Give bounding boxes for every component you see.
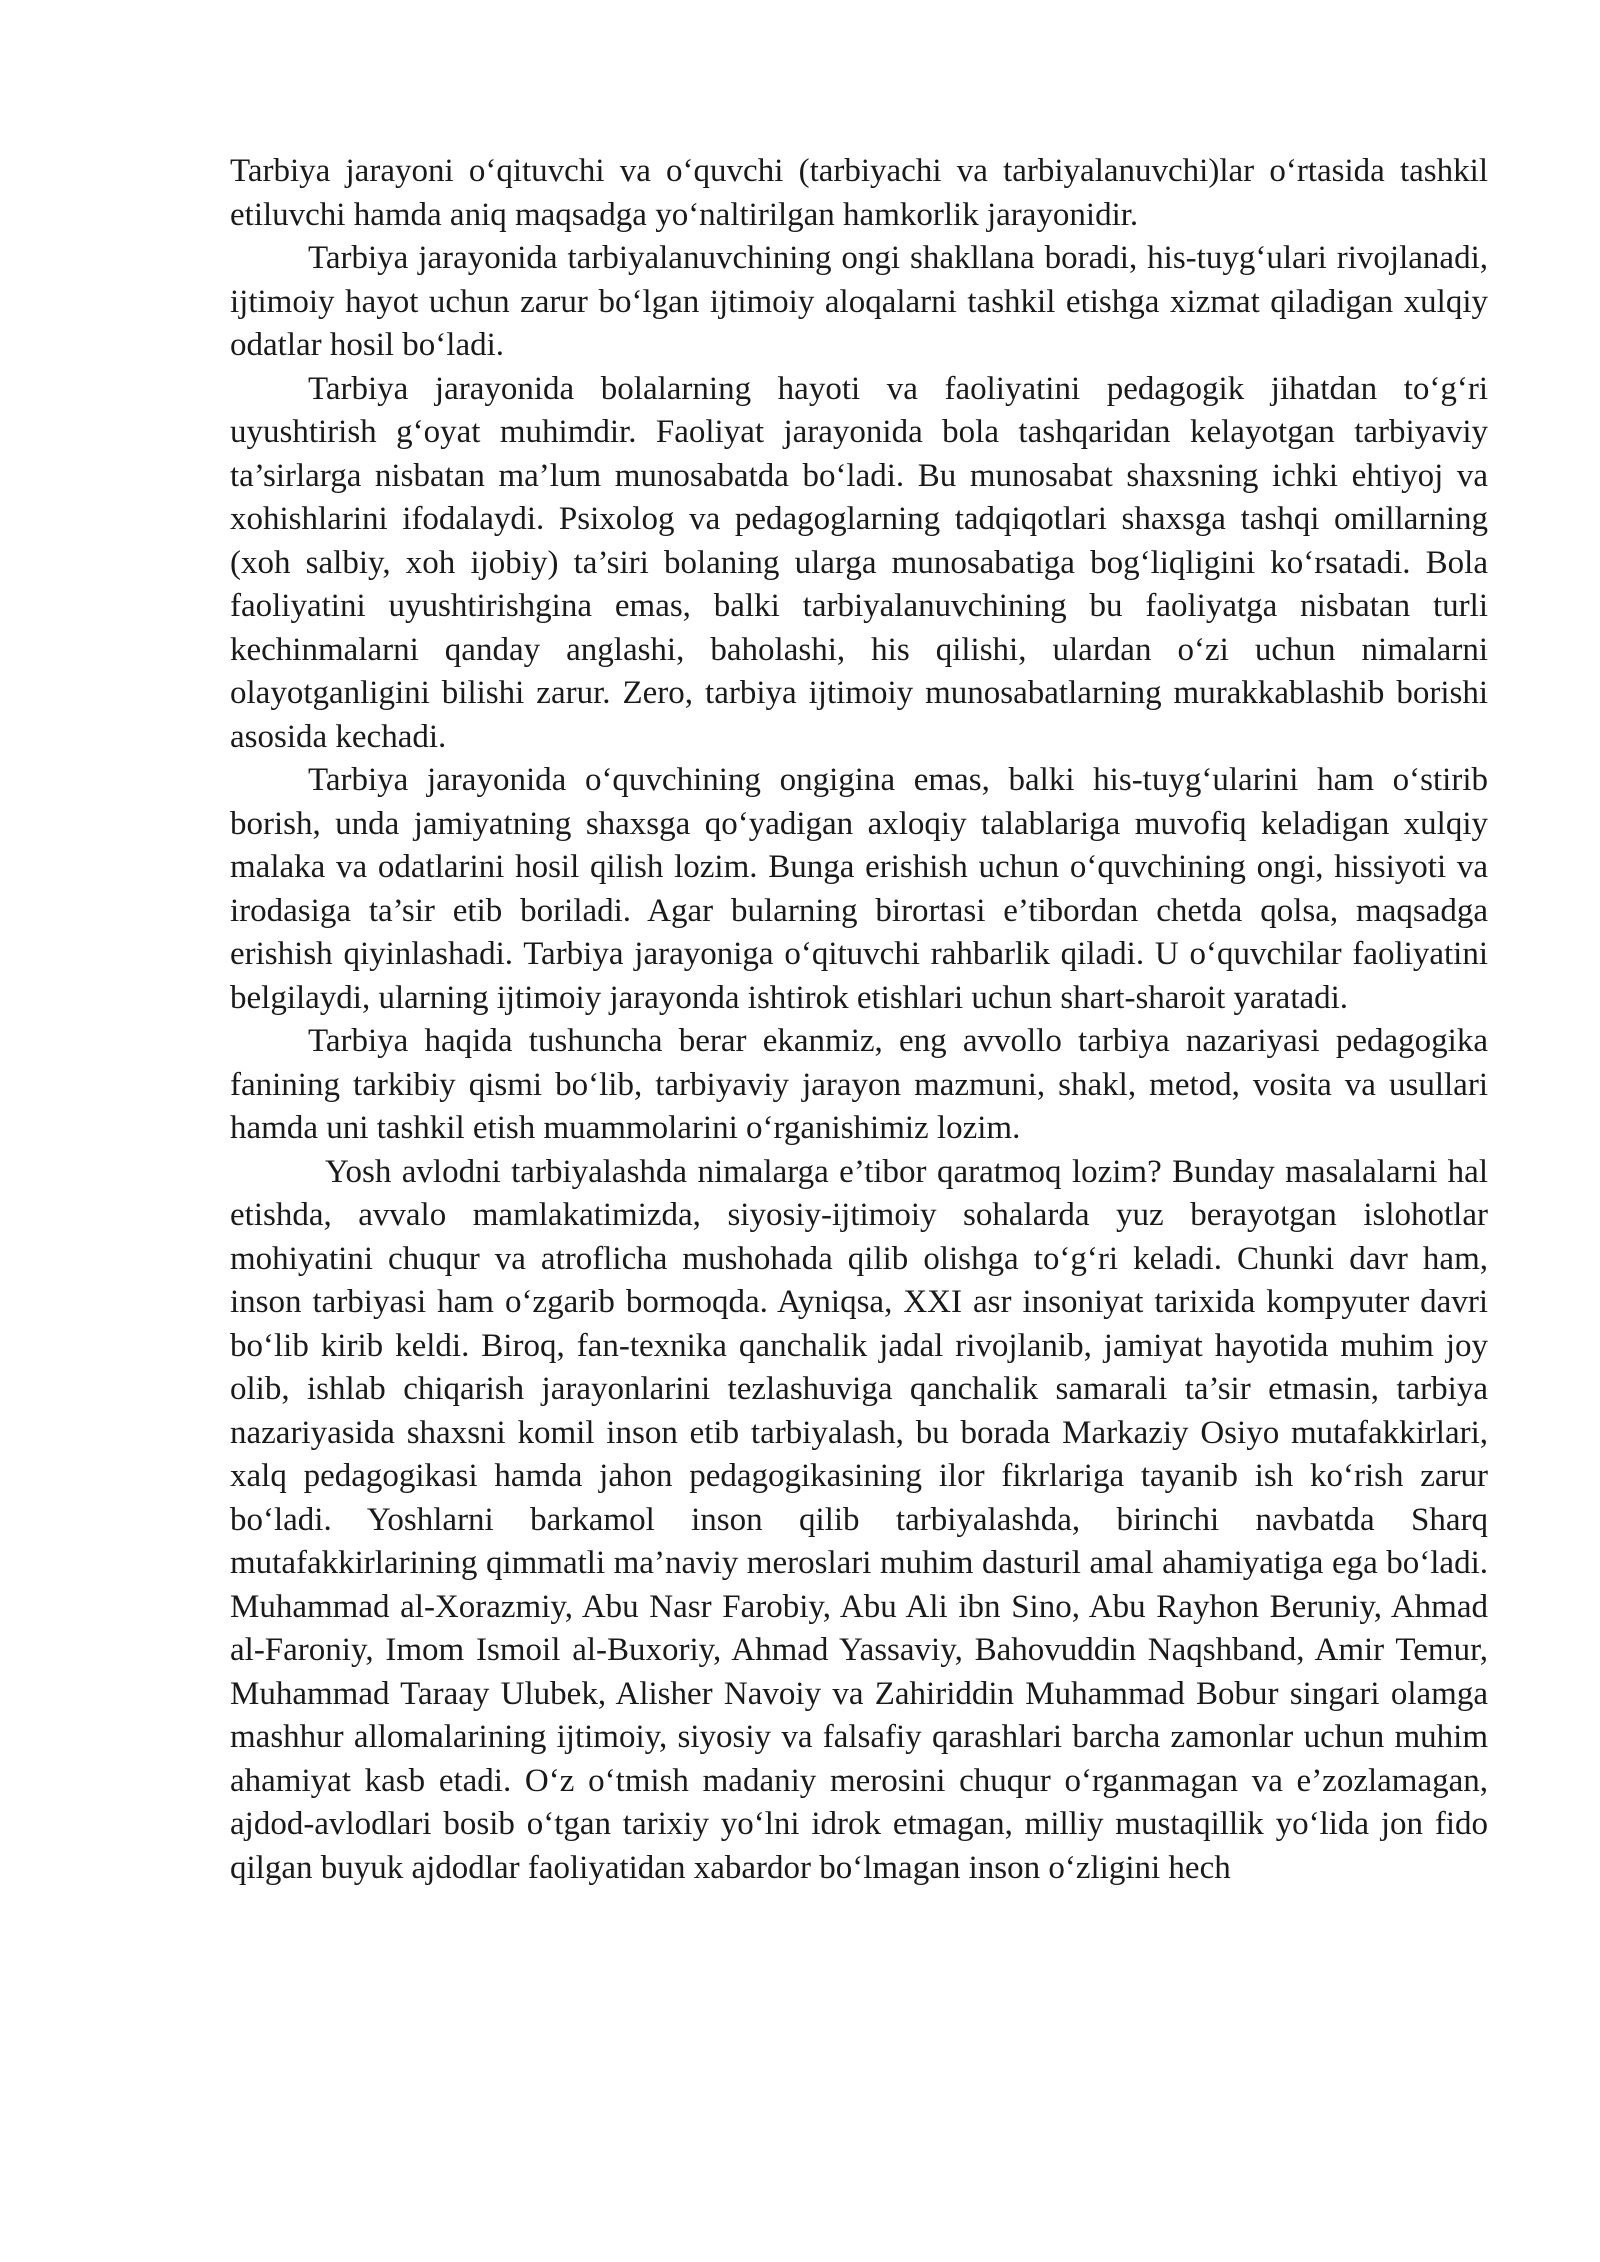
document-page — [230, 150, 1488, 1890]
paragraph-5: Tarbiya haqida tushuncha berar ekanmiz, eng avvollo tarbiya nazariyasi pedagogika fanining tarkibiy qismi bo‘lib, tarbiyaviy jarayon mazmuni, shakl, metod, vosita va usullari hamda uni tashkil etish muammolarini o‘rganishimiz lozim. — [230, 1023, 1488, 1146]
paragraph-2: Tarbiya jarayonida tarbiyalanuvchining ongi shakllana boradi, his-tuyg‘ulari rivojlanadi, ijtimoiy hayot uchun zarur bo‘lgan ijtimoiy aloqalarni tashkil etishga xizmat qiladigan xulqiy odatlar hosil bo‘ladi. — [230, 240, 1488, 363]
paragraph-6: Yosh avlodni tarbiyalashda nimalarga e’tibor qaratmoq lozim? Bunday masalalarni hal etishda, avvalo mamlakatimizda, siyosiy-ijtimoiy sohalarda yuz berayotgan islohotlar mohiyatini chuqur va atroflicha mushohada qilib olishga to‘g‘ri keladi. Chunki davr ham, inson tarbiyasi ham o‘zgarib bormoqda. Ayniqsa, XXI asr insoniyat tarixida kompyuter davri bo‘lib kirib keldi. Biroq, fan-texnika qanchalik jadal rivojlanib, jamiyat hayotida muhim joy olib, ishlab chiqarish jarayonlarini tezlashuviga qanchalik samarali ta’sir etmasin, tarbiya nazariyasida shaxsni komil inson etib tarbiyalash, bu borada Markaziy Osiyo mutafakkirlari, xalq pedagogikasi hamda jahon pedagogikasining ilor fikrlariga tayanib ish ko‘rish zarur bo‘ladi. Yoshlarni barkamol inson qilib tarbiyalashda, birinchi navbatda Sharq mutafakkirlarining qimmatli ma’naviy meroslari muhim dasturil amal ahamiyatiga ega bo‘ladi. Muhammad al-Xorazmiy, Abu Nasr Farobiy, Abu Ali ibn Sino, Abu Rayhon Beruniy, Ahmad al-Faroniy, Imom Ismoil al-Buxoriy, Ahmad Yassaviy, Bahovuddin Naqshband, Amir Temur, Muhammad Taraay Ulubek, Alisher Navoiy va Zahiriddin Muhammad Bobur singari olamga mashhur allomalarining ijtimoiy, siyosiy va falsafiy qarashlari barcha zamonlar uchun muhim ahamiyat kasb etadi. O‘z o‘tmish madaniy merosini chuqur o‘rganmagan va e’zozlamagan, ajdod-avlodlari bosib o‘tgan tarixiy yo‘lni idrok etmagan, milliy mustaqillik yo‘lida jon fido qilgan buyuk ajdodlar faoliyatidan xabardor bo‘lmagan inson o‘zligini hech — [230, 1153, 1488, 1886]
paragraph-3: Tarbiya jarayonida bolalarning hayoti va faoliyatini pedagogik jihatdan to‘g‘ri uyushtirish g‘oyat muhimdir. Faoliyat jarayonida bola tashqaridan kelayotgan tarbiyaviy ta’sirlarga nisbatan ma’lum munosabatda bo‘ladi. Bu munosabat shaxsning ichki ehtiyoj va xohishlarini ifodalaydi. Psixolog va pedagoglarning tadqiqotlari shaxsga tashqi omillarning (xoh salbiy, xoh ijobiy) ta’siri bolaning ularga munosabatiga bog‘liqligini ko‘rsatadi. Bola faoliyatini uyushtirishgina emas, balki tarbiyalanuvchining bu faoliyatga nisbatan turli kechinmalarni qanday anglashi, baholashi, his qilishi, ulardan o‘zi uchun nimalarni olayotganligini bilishi zarur. Zero, tarbiya ijtimoiy munosabatlarning murakkablashib borishi asosida kechadi. — [230, 370, 1488, 755]
paragraph-4: Tarbiya jarayonida o‘quvchining ongigina emas, balki his-tuyg‘ularini ham o‘stirib borish, unda jamiyatning shaxsga qo‘yadigan axloqiy talablariga muvofiq keladigan xulqiy malaka va odatlarini hosil qilish lozim. Bunga erishish uchun o‘quvchining ongi, hissiyoti va irodasiga ta’sir etib boriladi. Agar bularning birortasi e’tibordan chetda qolsa, maqsadga erishish qiyinlashadi. Tarbiya jarayoniga o‘qituvchi rahbarlik qiladi. U o‘quvchilar faoliyatini belgilaydi, ularning ijtimoiy jarayonda ishtirok etishlari uchun shart-sharoit yaratadi. — [230, 762, 1488, 1016]
paragraph-1: Tarbiya jarayoni o‘qituvchi va o‘quvchi (tarbiyachi va tarbiyalanuvchi)lar o‘rtasida tashkil etiluvchi hamda aniq maqsadga yo‘naltirilgan hamkorlik jarayonidir. — [230, 153, 1488, 233]
